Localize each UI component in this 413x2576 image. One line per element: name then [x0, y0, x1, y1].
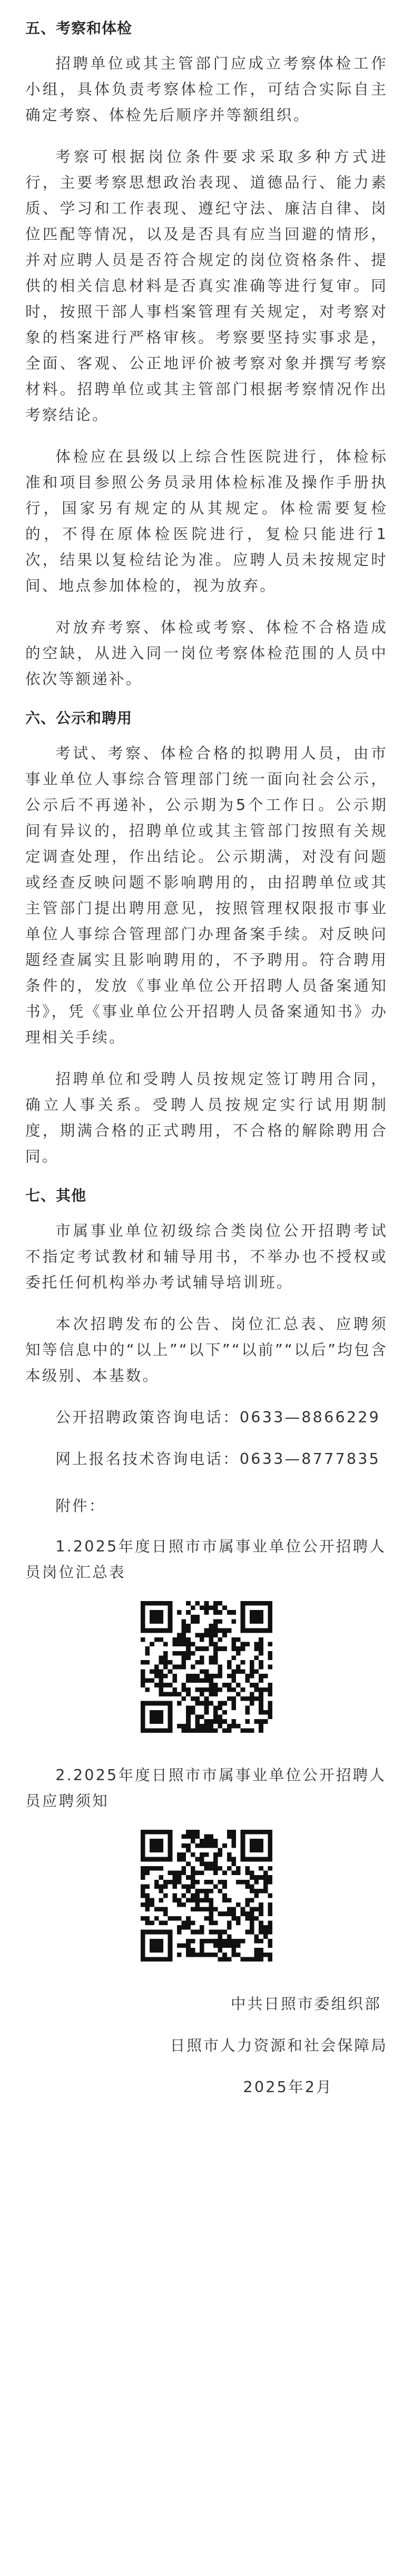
policy-phone: 公开招聘政策咨询电话：0633—8866229	[55, 1408, 381, 1426]
qr-code-icon[interactable]	[141, 1830, 272, 1962]
inspection-paragraph-3: 体检应在县级以上综合性医院进行，体检标准和项目参照公务员录用体检标准及操作手册执行，国家另有规定的从其规定。体检需要复检的，不得在原体检医院进行，复检只能进行1次，结果以复检结论为准。应聘人员未按规定时间、地点参加体检的，视为放弃。	[25, 447, 388, 594]
signature-date: 2025年2月	[243, 2078, 333, 2096]
tech-phone: 网上报名技术咨询电话：0633—8777835	[55, 1450, 381, 1468]
other-paragraph-1: 市属事业单位初级综合类岗位公开招聘考试不指定考试教材和辅导用书，不举办也不授权或委托任何机构举办考试辅导培训班。	[25, 1222, 388, 1291]
publicity-paragraph-1: 考试、考察、体检合格的拟聘用人员，由市事业单位人事综合管理部门统一面向社会公示，公示后不再递补，公示期为5个工作日。公示期间有异议的，招聘单位或其主管部门按照有关规定调查处理，作出结论。公示期满，对没有问题或经查反映问题不影响聘用的，由招聘单位或其主管部门提出聘用意见，按照管理权限报市事业单位人事综合管理部门办理备案手续。对反映问题经查属实且影响聘用的，不予聘用。符合聘用条件的，发放《事业单位公开招聘人员备案通知书》，凭《事业单位公开招聘人员备案通知书》办理相关手续。	[25, 744, 388, 1046]
section-heading-publicity: 六、公示和聘用	[25, 709, 133, 727]
signature-org-party: 中共日照市委组织部	[230, 1995, 381, 2013]
attachments-heading: 附件：	[55, 1497, 106, 1515]
other-paragraph-2: 本次招聘发布的公告、岗位汇总表、应聘须知等信息中的“以上”“以下”“以前”“以后”均包含本级别、本基数。	[25, 1315, 388, 1384]
section-heading-inspection: 五、考察和体检	[25, 19, 133, 37]
publicity-paragraph-2: 招聘单位和受聘人员按规定签订聘用合同，确立人事关系。受聘人员按规定实行试用期制度，期满合格的正式聘用，不合格的解除聘用合同。	[25, 1070, 388, 1165]
qr-code-icon[interactable]	[141, 1601, 272, 1733]
inspection-paragraph-1: 招聘单位或其主管部门应成立考察体检工作小组，具体负责考察体检工作，可结合实际自主确定考察、体检先后顺序并等额组织。	[25, 54, 388, 124]
attachment-1-title: 1.2025年度日照市市属事业单位公开招聘人员岗位汇总表	[25, 1537, 387, 1581]
attachment-2-title: 2.2025年度日照市市属事业单位公开招聘人员应聘须知	[25, 1766, 387, 1810]
inspection-paragraph-2: 考察可根据岗位条件要求采取多种方式进行，主要考察思想政治表现、道德品行、能力素质、学习和工作表现、遵纪守法、廉洁自律、岗位匹配等情况，以及是否具有应当回避的情形，并对应聘人员是否符合规定的岗位资格条件、提供的相关信息材料是否真实准确等进行复审。同时，按照干部人事档案管理有关规定，对考察对象的档案进行严格审核。考察要坚持实事求是，全面、客观、公正地评价被考察对象并撰写考察材料。招聘单位或其主管部门根据考察情况作出考察结论。	[25, 148, 388, 424]
inspection-paragraph-4: 对放弃考察、体检或考察、体检不合格造成的空缺，从进入同一岗位考察体检范围的人员中依次等额递补。	[25, 618, 388, 688]
section-heading-other: 七、其他	[25, 1187, 87, 1204]
signature-org-hr: 日照市人力资源和社会保障局	[170, 2036, 388, 2054]
